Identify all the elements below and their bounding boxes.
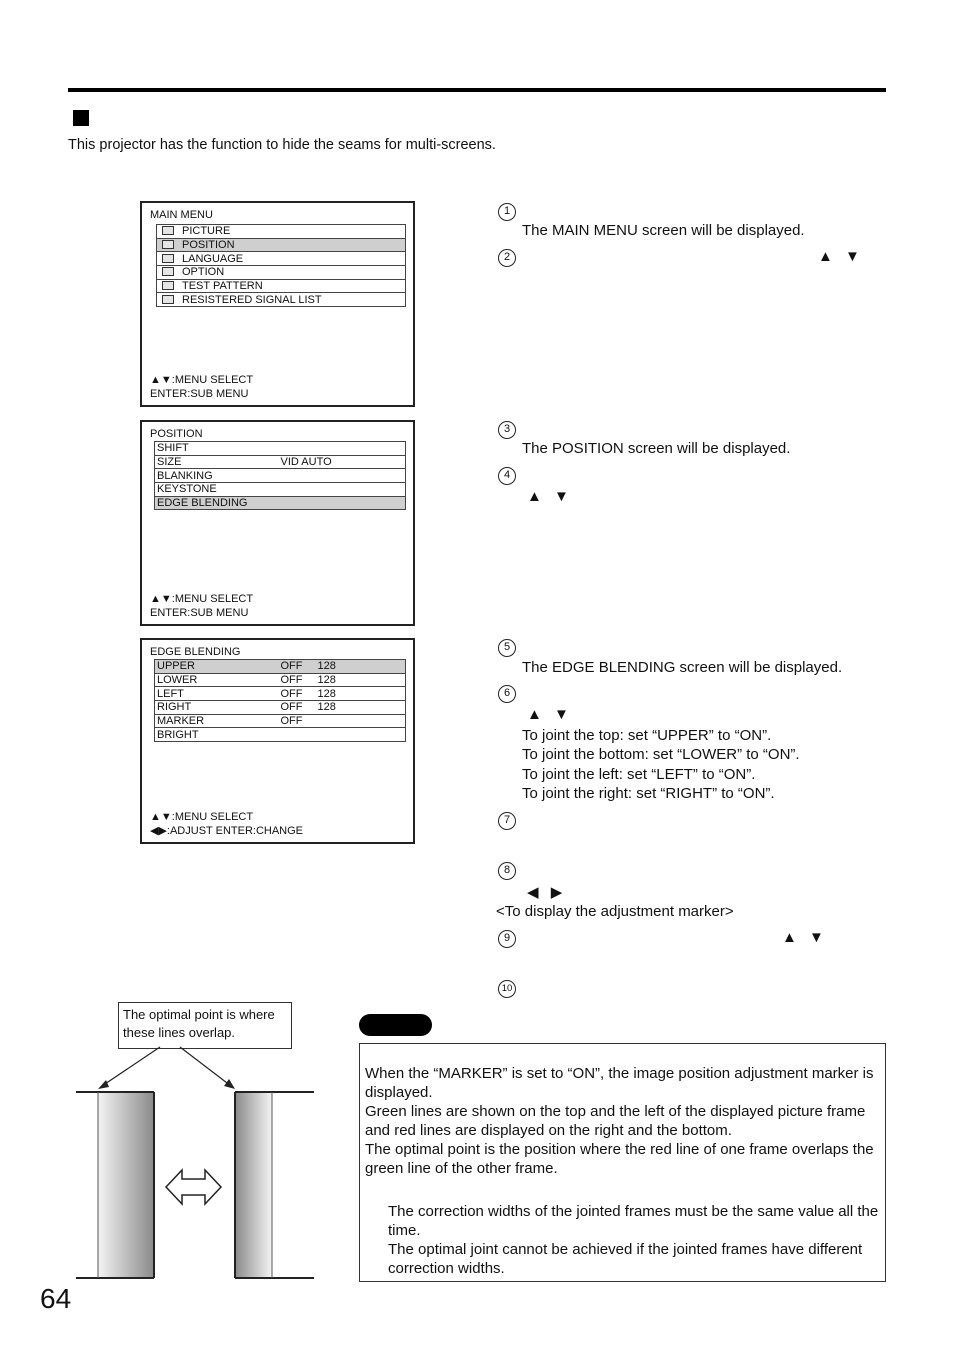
note-paragraph-1: When the “MARKER” is set to “ON”, the image position adjustment marker is displayed. (365, 1065, 874, 1102)
menu-item-right[interactable] (155, 701, 406, 715)
right-frame-blend (235, 1092, 272, 1278)
language-icon (162, 254, 174, 263)
step-10-number: 10 (498, 980, 516, 998)
step-5-number: 5 (498, 639, 516, 657)
edge-blending-footer-adjust: ◀▶:ADJUST ENTER:CHANGE (150, 825, 304, 837)
step-3-number: 3 (498, 421, 516, 439)
row-value (281, 442, 406, 456)
row-label: KEYSTONE (155, 483, 281, 497)
picture-icon (162, 226, 174, 235)
menu-item-position[interactable] (157, 238, 406, 252)
page-number: 64 (40, 1283, 72, 1314)
note-box (359, 1043, 886, 1282)
main-menu-footer-select: ▲▼:MENU SELECT (150, 374, 254, 386)
step-8-marker-heading: <To display the adjustment marker> (496, 903, 734, 920)
row-value (281, 469, 406, 483)
row-state: OFF (281, 687, 316, 701)
menu-item-bright[interactable] (155, 728, 406, 742)
step-1-text: The MAIN MENU screen will be displayed. (522, 222, 805, 239)
up-down-arrows-icon: ▲ ▼ (782, 929, 828, 946)
step-2-number: 2 (498, 249, 516, 267)
left-right-arrows-icon: ◀ ▶ (527, 884, 567, 901)
menu-item-label: RESISTERED SIGNAL LIST (182, 293, 322, 306)
option-icon (162, 267, 174, 276)
test-pattern-icon (162, 281, 174, 290)
step-6-top: To joint the top: set “UPPER” to “ON”. (522, 727, 772, 744)
row-label: LOWER (155, 673, 281, 687)
position-menu-screen (140, 420, 415, 626)
note-paragraph-2: Green lines are shown on the top and the left of the displayed picture frame and red lines are displayed on the right and the bottom. (365, 1103, 866, 1140)
step-5-text: The EDGE BLENDING screen will be displayed. (522, 659, 843, 676)
row-value (316, 714, 406, 728)
menu-item-edge-blending[interactable] (155, 496, 406, 510)
up-down-arrows-icon: ▲ ▼ (818, 248, 864, 265)
menu-item-signal-list[interactable] (157, 293, 406, 307)
row-value (316, 728, 406, 742)
row-state (281, 728, 316, 742)
menu-item-upper[interactable] (155, 660, 406, 674)
row-label: BRIGHT (155, 728, 281, 742)
step-1-number: 1 (498, 203, 516, 221)
menu-item-label: LANGUAGE (182, 252, 244, 265)
row-state: OFF (281, 714, 316, 728)
intro-text: This projector has the function to hide the seams for multi-screens. (68, 137, 496, 153)
left-frame-blend (98, 1092, 154, 1278)
main-menu-list (156, 224, 406, 307)
row-label: EDGE BLENDING (155, 496, 281, 510)
arrowhead-icon (98, 1080, 109, 1089)
position-menu-footer-enter: ENTER:SUB MENU (150, 607, 249, 619)
position-menu-title: POSITION (150, 428, 203, 440)
menu-item-size[interactable] (155, 455, 406, 469)
up-down-arrows-icon: ▲ ▼ (527, 488, 573, 505)
callout-line-1: The optimal point is where (123, 1007, 275, 1022)
menu-item-option[interactable] (157, 266, 406, 280)
note-paragraph-3: The optimal point is the position where the red line of one frame overlaps the green line of the other frame. (365, 1141, 874, 1178)
menu-item-language[interactable] (157, 252, 406, 266)
double-arrow-icon (166, 1170, 221, 1204)
menu-item-keystone[interactable] (155, 483, 406, 497)
row-value: VID AUTO (281, 455, 406, 469)
step-6-number: 6 (498, 685, 516, 703)
step-9-number: 9 (498, 930, 516, 948)
row-value (281, 496, 406, 510)
position-menu-footer-select: ▲▼:MENU SELECT (150, 593, 254, 605)
step-6-left: To joint the left: set “LEFT” to “ON”. (522, 766, 756, 783)
callout-line-2: these lines overlap. (123, 1025, 236, 1040)
signal-list-icon (162, 295, 174, 304)
edge-blending-list (154, 659, 406, 742)
step-7-number: 7 (498, 812, 516, 830)
menu-item-label: PICTURE (182, 225, 231, 238)
menu-item-test-pattern[interactable] (157, 279, 406, 293)
step-3-text: The POSITION screen will be displayed. (522, 440, 791, 457)
note-paragraph-5: The optimal joint cannot be achieved if the jointed frames have different correction widths. (388, 1241, 863, 1278)
menu-item-blanking[interactable] (155, 469, 406, 483)
row-label: SHIFT (155, 442, 281, 456)
row-label: SIZE (155, 455, 281, 469)
edge-blending-screen (140, 638, 415, 844)
callout-pointer-left (102, 1047, 160, 1086)
step-4-number: 4 (498, 467, 516, 485)
up-down-arrows-icon: ▲ ▼ (527, 706, 573, 723)
note-paragraph-4: The correction widths of the jointed frames must be the same value all the time. (388, 1203, 879, 1240)
menu-item-picture[interactable] (157, 225, 406, 239)
row-value: 128 (316, 687, 406, 701)
section-bullet (73, 110, 89, 126)
menu-item-marker[interactable] (155, 714, 406, 728)
main-menu-screen (140, 201, 415, 407)
menu-item-lower[interactable] (155, 673, 406, 687)
main-menu-title: MAIN MENU (150, 209, 213, 221)
header-rule (68, 88, 886, 92)
row-value (281, 483, 406, 497)
step-6-right: To joint the right: set “RIGHT” to “ON”. (522, 785, 775, 802)
edge-blending-diagram (60, 1040, 330, 1285)
edge-blending-footer-select: ▲▼:MENU SELECT (150, 811, 254, 823)
row-state: OFF (281, 673, 316, 687)
row-state: OFF (281, 660, 316, 674)
arrowhead-icon (224, 1079, 235, 1089)
menu-item-left[interactable] (155, 687, 406, 701)
row-label: RIGHT (155, 701, 281, 715)
row-label: BLANKING (155, 469, 281, 483)
callout-pointer-right (180, 1047, 231, 1086)
row-label: MARKER (155, 714, 281, 728)
row-value: 128 (316, 701, 406, 715)
position-menu-list (154, 441, 406, 510)
main-menu-footer-enter: ENTER:SUB MENU (150, 388, 249, 400)
step-8-number: 8 (498, 862, 516, 880)
row-state: OFF (281, 701, 316, 715)
row-value: 128 (316, 660, 406, 674)
menu-item-shift[interactable] (155, 442, 406, 456)
row-value: 128 (316, 673, 406, 687)
menu-item-label: POSITION (182, 239, 235, 252)
menu-item-label: OPTION (182, 266, 225, 279)
row-label: UPPER (155, 660, 281, 674)
step-6-bottom: To joint the bottom: set “LOWER” to “ON”. (522, 746, 800, 763)
row-label: LEFT (155, 687, 281, 701)
menu-item-label: TEST PATTERN (182, 280, 263, 293)
note-badge (359, 1014, 432, 1036)
position-icon (162, 240, 174, 249)
edge-blending-title: EDGE BLENDING (150, 646, 241, 658)
